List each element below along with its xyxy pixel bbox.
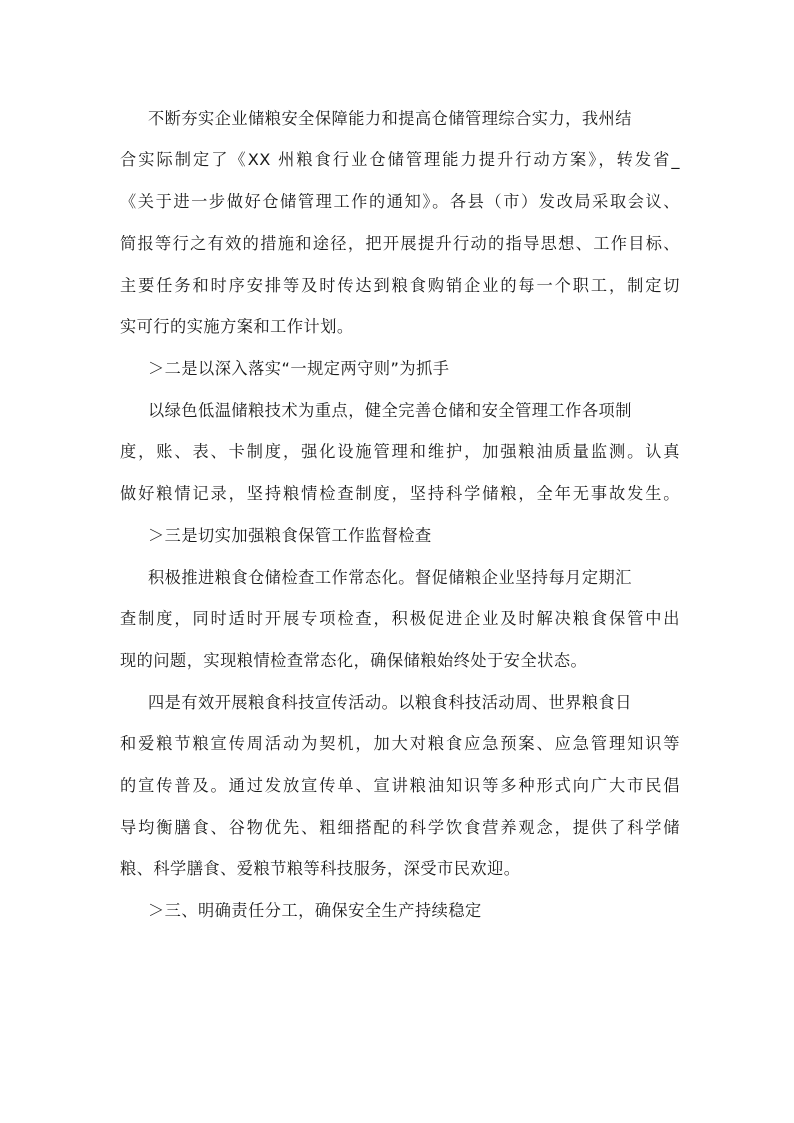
paragraph-2-line-2: 度，账、表、卡制度，强化设施管理和维护，加强粮油质量监测。认真 <box>120 442 680 461</box>
paragraph-1-line-5: 主要任务和时序安排等及时传达到粮食购销企业的每一个职工，制定切 <box>120 276 680 295</box>
paragraph-4-line-2: 和爱粮节粮宣传周活动为契机，加大对粮食应急预案、应急管理知识等 <box>120 734 680 753</box>
paragraph-4-line-3: 的宣传普及。通过发放宣传单、宣讲粮油知识等多种形式向广大市民倡 <box>120 776 680 795</box>
paragraph-1-line-3: 《关于进一步做好仓储管理工作的通知》。各县（市）发改局采取会议、 <box>120 192 680 211</box>
section-heading-4: ＞三、明确责任分工，确保安全生产持续稳定 <box>148 901 482 920</box>
paragraph-1-line-2: 合实际制定了《XX 州粮食行业仓储管理能力提升行动方案》，转发省_ <box>120 150 680 169</box>
paragraph-4-line-5: 粮、科学膳食、爱粮节粮等科技服务，深受市民欢迎。 <box>120 859 521 878</box>
paragraph-4-line-1: 四是有效开展粮食科技宣传活动。以粮食科技活动周、世界粮食日 <box>148 693 632 712</box>
paragraph-1-line-6: 实可行的实施方案和工作计划。 <box>120 317 354 336</box>
paragraph-4-line-4: 导均衡膳食、谷物优先、粗细搭配的科学饮食营养观念，提供了科学储 <box>120 818 680 837</box>
paragraph-3-line-3: 现的问题，实现粮情检查常态化，确保储粮始终处于安全状态。 <box>120 651 588 670</box>
paragraph-2-line-3: 做好粮情记录，坚持粮情检查制度，坚持科学储粮，全年无事故发生。 <box>120 484 680 503</box>
section-heading-3: ＞三是切实加强粮食保管工作监督检查 <box>148 526 432 545</box>
section-heading-2: ＞二是以深入落实“一规定两守则”为抓手 <box>148 359 450 378</box>
paragraph-3-line-1: 积极推进粮食仓储检查工作常态化。督促储粮企业坚持每月定期汇 <box>148 568 632 587</box>
paragraph-3-line-2: 查制度，同时适时开展专项检查，积极促进企业及时解决粮食保管中出 <box>120 609 680 628</box>
paragraph-1-line-1: 不断夯实企业储粮安全保障能力和提高仓储管理综合实力，我州结 <box>148 109 632 128</box>
paragraph-1-line-4: 简报等行之有效的措施和途径，把开展提升行动的指导思想、工作目标、 <box>120 234 680 253</box>
paragraph-2-line-1: 以绿色低温储粮技术为重点，健全完善仓储和安全管理工作各项制 <box>148 401 632 420</box>
